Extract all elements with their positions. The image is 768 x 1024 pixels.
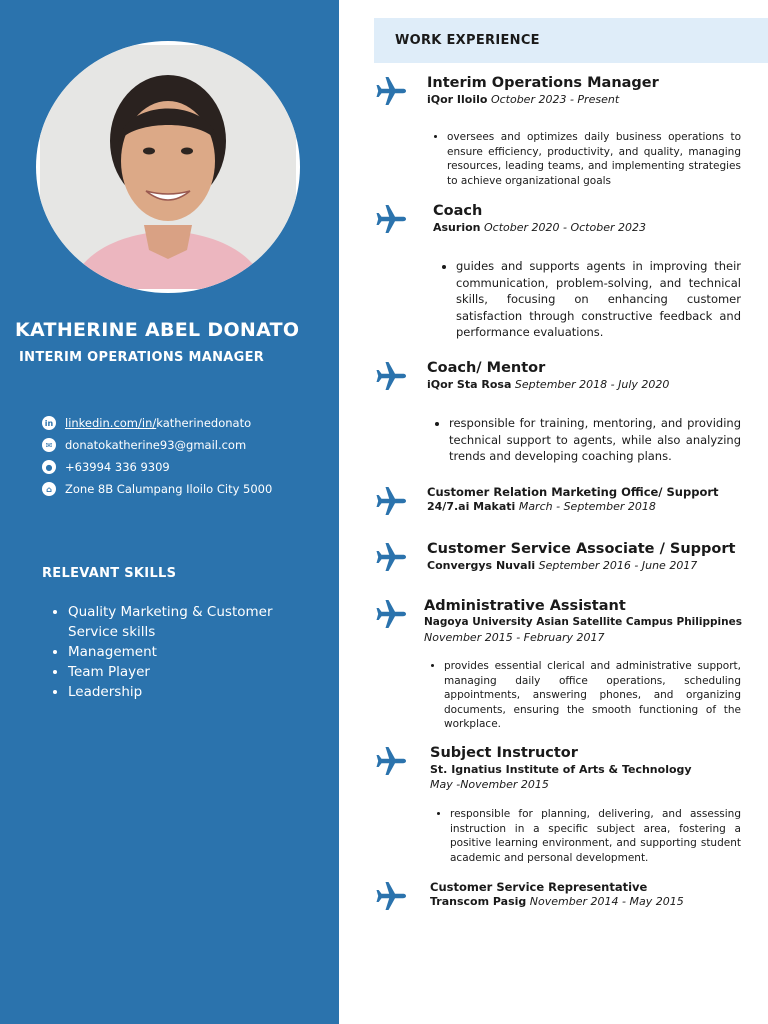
main-content <box>374 0 768 1024</box>
candidate-title: INTERIM OPERATIONS MANAGER <box>19 350 265 365</box>
job-company: iQor Sta Rosa <box>427 378 512 391</box>
contact-address <box>42 478 272 500</box>
job-dates: November 2015 - February 2017 <box>424 631 605 644</box>
airplane-icon <box>374 359 408 393</box>
job-dates: October 2020 - October 2023 <box>483 221 646 234</box>
job-description <box>431 130 741 188</box>
job-title: Customer Service Associate / Support <box>427 541 736 557</box>
airplane-icon <box>374 484 408 518</box>
job-company: 24/7.ai Makati <box>427 500 516 513</box>
linkedin-handle: katherinedonato <box>156 416 252 430</box>
job-description-item: • responsible for training, mentoring, and providing technical support to agents, while also analyzing trends and developing coaching plans. <box>449 415 741 465</box>
contact-list <box>42 412 272 500</box>
contact-linkedin <box>42 412 272 434</box>
job-description <box>433 415 741 465</box>
airplane-icon <box>374 744 408 778</box>
airplane-icon <box>374 597 408 631</box>
email-icon: ✉ <box>42 438 56 452</box>
job-company: Asurion <box>433 221 481 234</box>
work-experience-heading: WORK EXPERIENCE <box>395 33 540 48</box>
job-description-item: • oversees and optimizes daily business operations to ensure efficiency, productivity, and quality, managing resources, leading teams, and implementing strategies to achieve organizational goals <box>447 130 741 188</box>
job-dates: September 2018 - July 2020 <box>514 378 670 391</box>
job-dates: May -November 2015 <box>430 778 549 791</box>
skills-list <box>50 602 318 702</box>
job-company: Transcom Pasig <box>430 895 527 908</box>
portrait-image <box>40 45 296 289</box>
airplane-icon <box>374 879 408 913</box>
job-dates: March - September 2018 <box>518 500 656 513</box>
skill-item: • Leadership <box>68 682 318 702</box>
job-company: iQor Iloilo <box>427 93 488 106</box>
linkedin-icon: in <box>42 416 56 430</box>
person-icon: ● <box>42 460 56 474</box>
job-description-item: • guides and supports agents in improving their communication, problem-solving, and technical skills, focusing on enhancing customer satisfaction through constructive feedback and performance evaluations. <box>456 258 741 341</box>
skill-item: • Quality Marketing & Customer Service skills <box>68 602 318 642</box>
job-company: Convergys Nuvali <box>427 559 536 572</box>
airplane-icon <box>374 74 408 108</box>
job-dates: November 2014 - May 2015 <box>529 895 684 908</box>
home-icon: ⌂ <box>42 482 56 496</box>
candidate-name: KATHERINE ABEL DONATO <box>15 319 300 341</box>
job-description-item: • provides essential clerical and administrative support, managing daily office operations, scheduling appointments, answering phones, and organizing documents, ensuring the smooth functioning of the workplace. <box>444 659 741 732</box>
phone-text: +63994 336 9309 <box>65 460 170 474</box>
job-title: Administrative Assistant <box>424 598 626 614</box>
skill-item: • Management <box>68 642 318 662</box>
job-title: Interim Operations Manager <box>427 75 659 91</box>
job-title: Coach <box>433 203 483 219</box>
airplane-icon <box>374 202 408 236</box>
profile-photo <box>36 41 300 293</box>
job-title: Coach/ Mentor <box>427 360 546 376</box>
job-title: Customer Relation Marketing Office/ Support <box>427 485 719 499</box>
address-text: Zone 8B Calumpang Iloilo City 5000 <box>65 482 273 496</box>
job-dates: September 2016 - June 2017 <box>538 559 698 572</box>
job-description <box>428 659 741 732</box>
job-description-item: • responsible for planning, delivering, and assessing instruction in a specific subject area, fostering a positive learning environment, and supporting student academic and personal development. <box>450 807 741 865</box>
work-experience-header <box>374 18 768 63</box>
job-company: Nagoya University Asian Satellite Campus Philippines <box>424 616 742 628</box>
job-dates: October 2023 - Present <box>490 93 620 106</box>
job-title: Subject Instructor <box>430 745 578 761</box>
job-company: St. Ignatius Institute of Arts & Technology <box>430 763 692 776</box>
contact-phone <box>42 456 272 478</box>
skills-heading: RELEVANT SKILLS <box>42 566 177 581</box>
linkedin-link[interactable] <box>65 416 156 430</box>
linkedin-prefix: linkedin.com/in/ <box>65 416 157 430</box>
airplane-icon <box>374 540 408 574</box>
email-text: donatokatherine93@gmail.com <box>65 438 247 452</box>
job-description <box>434 807 741 865</box>
sidebar <box>0 0 339 1024</box>
contact-email <box>42 434 272 456</box>
job-description <box>440 258 741 341</box>
skill-item: • Team Player <box>68 662 318 682</box>
job-title: Customer Service Representative <box>430 880 648 894</box>
